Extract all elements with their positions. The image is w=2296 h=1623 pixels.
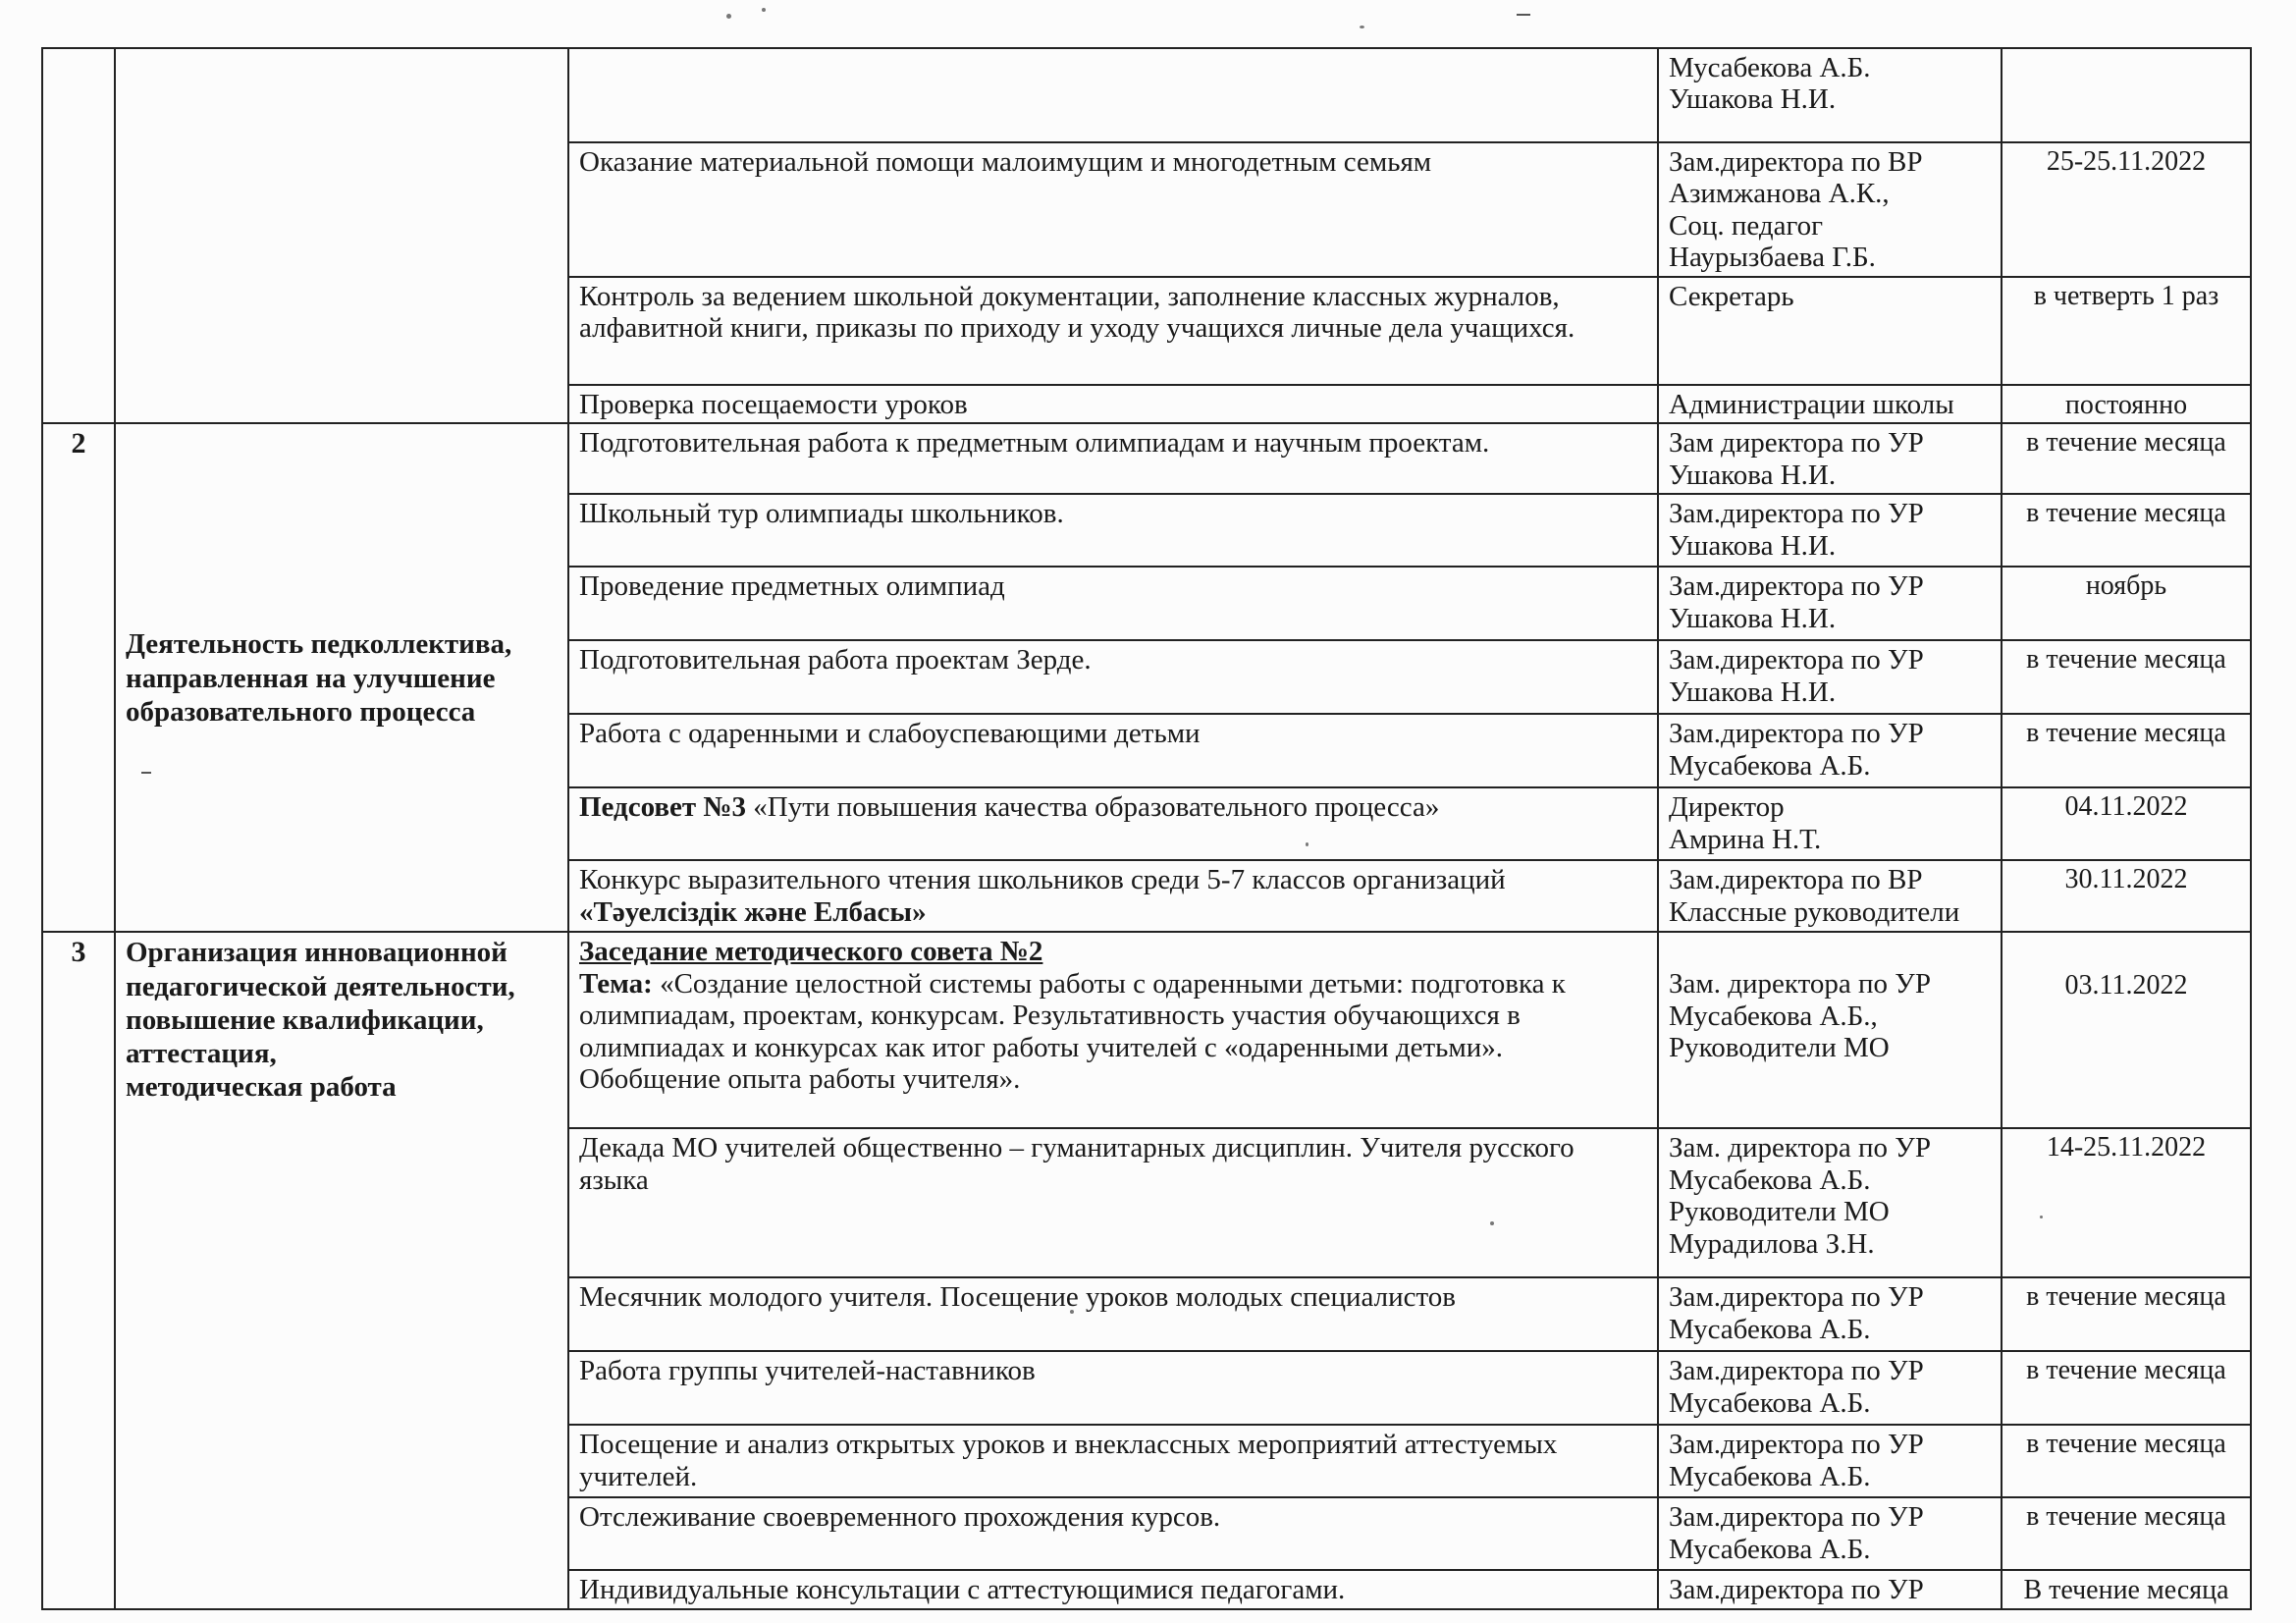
event-cell: Подготовительная работа к предметным олимпиадам и научным проектам.: [568, 423, 1658, 494]
responsible-line: Руководители МО: [1669, 1032, 1890, 1064]
responsible-line: Мусабекова А.Б.: [1669, 1460, 1871, 1492]
responsible-cell: [1658, 48, 2002, 142]
date-cell: в течение месяца: [2002, 1497, 2251, 1570]
date-cell: в течение месяца: [2002, 714, 2251, 787]
event-cell: Работа группы учителей-наставников: [568, 1351, 1658, 1425]
council-title: Заседание методического совета №2: [579, 936, 1043, 968]
event-bold-line: «Тәуелсіздік және Елбасы»: [579, 895, 927, 928]
responsible-line: Ушакова Н.И.: [1669, 602, 1837, 634]
responsible-line: Зам директора по УР: [1669, 427, 1924, 460]
responsible-cell: [1658, 1425, 2002, 1497]
section-number: 3: [42, 932, 115, 1608]
responsible-line: Ушакова Н.И.: [1669, 83, 1837, 116]
responsible-line: Зам.директора по ВР: [1669, 146, 1923, 178]
responsible-line: Ушакова Н.И.: [1669, 529, 1837, 562]
responsible-line: Зам.директора по ВР: [1669, 864, 1923, 896]
event-cell: Оказание материальной помощи малоимущим и многодетным семьям: [568, 142, 1658, 277]
section-number-cell: [42, 48, 115, 423]
scan-speck: [762, 8, 766, 12]
date-cell: В течение месяца: [2002, 1570, 2251, 1608]
responsible-line: Зам.директора по УР: [1669, 1429, 1924, 1461]
responsible-line: Азимжанова А.К.,: [1669, 178, 1890, 210]
section-title-line: методическая работа: [126, 1071, 397, 1104]
event-cell: [568, 860, 1658, 932]
responsible-cell: [1658, 567, 2002, 640]
pedsovet-topic: «Пути повышения качества образовательного процесса»: [746, 791, 1440, 824]
date-cell: в четверть 1 раз: [2002, 277, 2251, 385]
scan-speck: [1517, 14, 1530, 16]
event-cell: Проверка посещаемости уроков: [568, 385, 1658, 423]
responsible-cell: [1658, 640, 2002, 714]
date-cell: 03.11.2022: [2002, 932, 2251, 1128]
responsible-cell: [1658, 277, 2002, 385]
event-cell: Контроль за ведением школьной документации, заполнение классных журналов, алфавитной книги, приказы по приходу и уходу учащихся личные дела учащихся.: [568, 277, 1658, 385]
date-cell: ноябрь: [2002, 567, 2251, 640]
pedsovet-label: Педсовет №3: [579, 791, 747, 824]
responsible-line: Ушакова Н.И.: [1669, 676, 1837, 708]
table-row: [42, 423, 2251, 494]
event-cell: Школьный тур олимпиады школьников.: [568, 494, 1658, 567]
date-cell: 14-25.11.2022: [2002, 1128, 2251, 1277]
responsible-line: Зам.директора по УР: [1669, 1355, 1924, 1387]
event-cell: [568, 48, 1658, 142]
responsible-line: Зам.директора по УР: [1669, 1281, 1924, 1314]
responsible-cell: [1658, 860, 2002, 932]
responsible-line: Зам.директора по УР: [1669, 570, 1924, 603]
section-title-cell: [115, 48, 568, 423]
date-cell: постоянно: [2002, 385, 2251, 423]
responsible-line: Директор: [1669, 791, 1785, 824]
responsible-line: Мусабекова А.Б.,: [1669, 1000, 1878, 1032]
responsible-line: Мусабекова А.Б.: [1669, 749, 1871, 782]
responsible-line: Зам.директора по УР: [1669, 1574, 1924, 1606]
responsible-cell: [1658, 1570, 2002, 1608]
event-cell: Декада МО учителей общественно – гуманитарных дисциплин. Учителя русского языка: [568, 1128, 1658, 1277]
table-row: [42, 48, 2251, 142]
topic-label: Тема:: [579, 967, 653, 1000]
date-cell: в течение месяца: [2002, 1351, 2251, 1425]
responsible-cell: [1658, 1277, 2002, 1351]
responsible-cell: [1658, 1128, 2002, 1277]
date-cell: [2002, 48, 2251, 142]
date-cell: в течение месяца: [2002, 1425, 2251, 1497]
event-cell: Проведение предметных олимпиад: [568, 567, 1658, 640]
responsible-line: Ушакова Н.И.: [1669, 459, 1837, 491]
topic-text: «Создание целостной системы работы с одаренными детьми: подготовка к олимпиадам, проектам, конкурсам. Результативность участия обучающихся в олимпиадах и конкурсах как итог работы учителей с «одаренными детьми». Обобщение опыта работы учителя».: [579, 967, 1566, 1096]
responsible-line: Мурадилова З.Н.: [1669, 1227, 1875, 1260]
responsible-line: Мусабекова А.Б.: [1669, 1533, 1871, 1565]
event-cell: [568, 932, 1658, 1128]
responsible-cell: [1658, 494, 2002, 567]
event-cell: Работа с одаренными и слабоуспевающими детьми: [568, 714, 1658, 787]
date-cell: 04.11.2022: [2002, 787, 2251, 860]
event-cell: Месячник молодого учителя. Посещение уроков молодых специалистов: [568, 1277, 1658, 1351]
responsible-line: Соц. педагог: [1669, 209, 1824, 242]
responsible-cell: [1658, 1351, 2002, 1425]
date-cell: 25-25.11.2022: [2002, 142, 2251, 277]
table-row: [42, 932, 2251, 1128]
responsible-line: Зам. директора по УР: [1669, 1132, 1931, 1164]
responsible-line: Мусабекова А.Б.: [1669, 1313, 1871, 1345]
date-cell: в течение месяца: [2002, 1277, 2251, 1351]
section-number: 2: [42, 423, 115, 932]
scan-speck: [726, 14, 731, 19]
responsible-line: Зам.директора по УР: [1669, 644, 1924, 676]
responsible-cell: [1658, 1497, 2002, 1570]
responsible-line: Руководители МО: [1669, 1196, 1890, 1228]
responsible-line: Мусабекова А.Б.: [1669, 52, 1871, 83]
event-cell: Посещение и анализ открытых уроков и внеклассных мероприятий аттестуемых учителей.: [568, 1425, 1658, 1497]
event-cell: Подготовительная работа проектам Зерде.: [568, 640, 1658, 714]
responsible-line: Мусабекова А.Б.: [1669, 1386, 1871, 1419]
date-cell: в течение месяца: [2002, 423, 2251, 494]
section-title: Деятельность педколлектива, направленная на улучшение образовательного процесса: [115, 423, 568, 932]
responsible-line: Зам.директора по УР: [1669, 498, 1924, 530]
date-cell: в течение месяца: [2002, 640, 2251, 714]
responsible-line: Зам.директора по УР: [1669, 1501, 1924, 1534]
event-cell: Индивидуальные консультации с аттестующимися педагогами.: [568, 1570, 1658, 1608]
event-cell: Отслеживание своевременного прохождения курсов.: [568, 1497, 1658, 1570]
section-title-line: Организация инновационной педагогической деятельности, повышение квалификации, аттестация,: [126, 937, 515, 1069]
responsible-cell: [1658, 423, 2002, 494]
scan-speck: [1360, 26, 1364, 28]
responsible-line: Наурызбаева Г.Б.: [1669, 242, 1876, 274]
section-title: [115, 932, 568, 1608]
responsible-cell: [1658, 787, 2002, 860]
work-plan-table: [41, 47, 2252, 1610]
responsible-line: Секретарь: [1669, 280, 1794, 312]
responsible-line: Амрина Н.Т.: [1669, 823, 1822, 855]
event-cell: [568, 787, 1658, 860]
responsible-line: Зам.директора по УР: [1669, 718, 1924, 750]
date-cell: в течение месяца: [2002, 494, 2251, 567]
responsible-cell: [1658, 714, 2002, 787]
council-topic: [579, 968, 1647, 1096]
responsible-cell: [1658, 932, 2002, 1128]
responsible-line: Мусабекова А.Б.: [1669, 1163, 1871, 1196]
event-text: Конкурс выразительного чтения школьников среди 5-7 классов организаций: [579, 864, 1506, 896]
responsible-line: Классные руководители: [1669, 895, 1960, 928]
date-cell: 30.11.2022: [2002, 860, 2251, 932]
responsible-line: Администрации школы: [1669, 388, 1954, 420]
responsible-cell: [1658, 385, 2002, 423]
responsible-line: Зам. директора по УР: [1669, 968, 1931, 1001]
responsible-cell: [1658, 142, 2002, 277]
